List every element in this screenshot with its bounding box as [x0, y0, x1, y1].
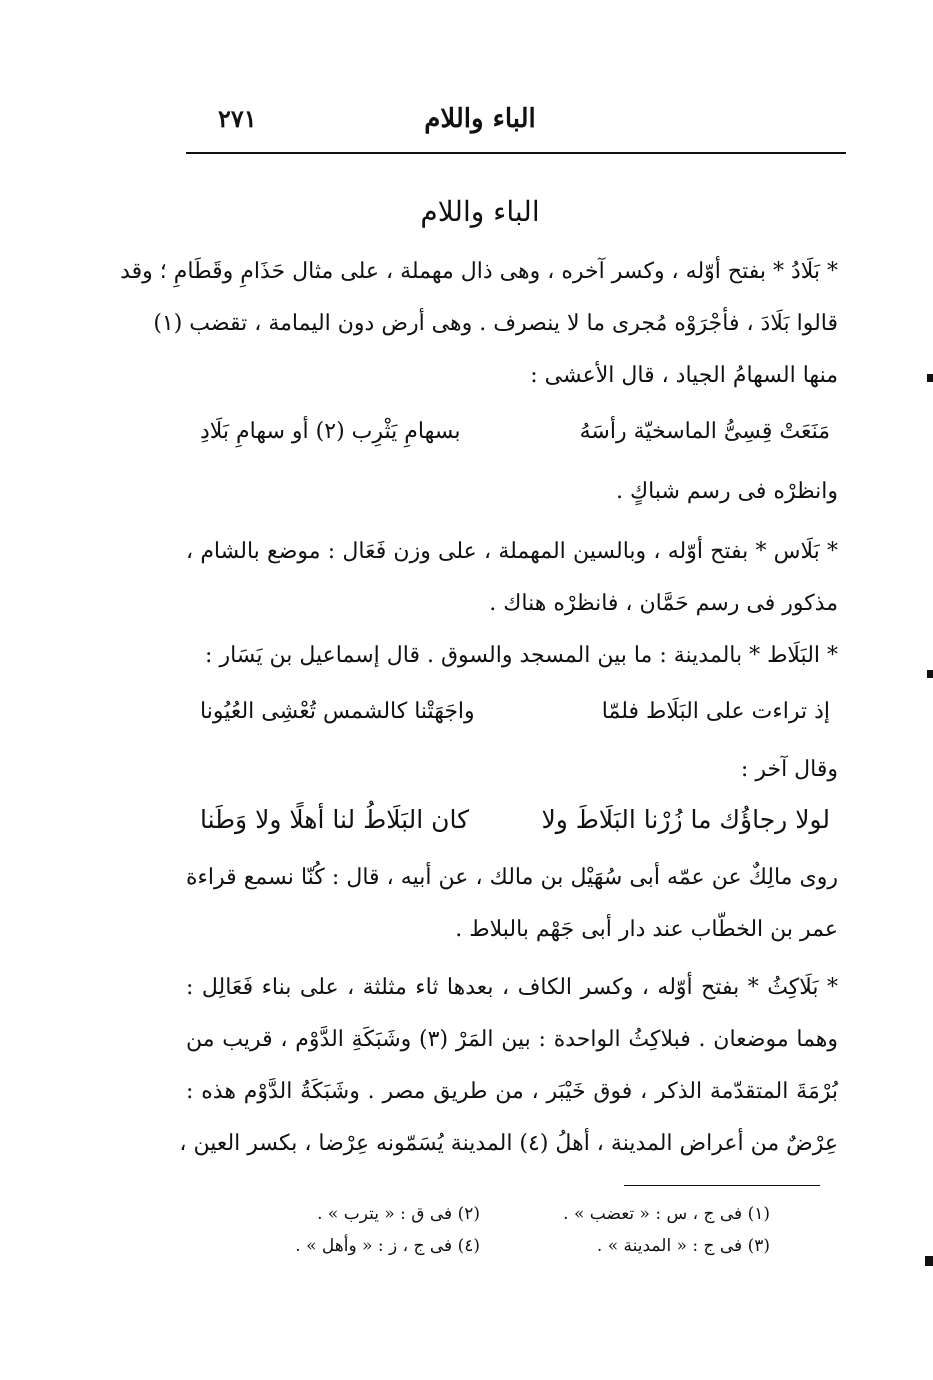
text-line: قالوا بَلَادَ ، فأجْرَوْه مُجرى ما لا ينصرف . وهى أرض دون اليمامة ، تقضب (١): [153, 311, 838, 336]
verse-hemistich-second: بسهامِ يَثْرِب (٢) أو سهامِ بَلَادِ: [200, 419, 461, 444]
text-line: * بَلَاس * بفتح أوّله ، وبالسين المهملة ، على وزن فَعَال : موضع بالشام ،: [186, 539, 838, 564]
scan-edge-mark: [925, 1256, 933, 1266]
section-title: الباء واللام: [420, 195, 540, 228]
footnote: (٣) فى ج : « المدينة » .: [596, 1236, 770, 1256]
text-line: عمر بن الخطّاب عند دار أبى جَهْم بالبلاط .: [455, 917, 838, 942]
text-line: وهما موضعان . فبلاكِثُ الواحدة : بين المَرْ (٣) وشَبَكَةِ الدَّوْم ، قريب من: [186, 1027, 839, 1052]
text-line: مذكور فى رسم حَمَّان ، فانظرْه هناك .: [489, 591, 838, 616]
text-line: * البَلَاط * بالمدينة : ما بين المسجد والسوق . قال إسماعيل بن يَسَار :: [205, 643, 838, 668]
footnote-divider: [624, 1185, 820, 1186]
text-line: روى مالِكٌ عن عمّه أبى سُهَيْل بن مالك ، عن أبيه ، قال : كُنّا نسمع قراءة: [186, 865, 838, 890]
verse-hemistich-second: كان البَلَاطُ لنا أهلًا ولا وَطَنا: [200, 805, 470, 834]
text-line: عِرْضٌ من أعراض المدينة ، أهلُ (٤) المدينة يُسَمّونه عِرْضا ، بكسر العين ،: [179, 1131, 838, 1156]
text-line: وانظرْه فى رسم شباكٍ .: [616, 479, 838, 504]
verse-hemistich-first: مَنَعَتْ قِسِىُّ الماسخيّة رأسَهُ: [579, 419, 830, 444]
verse-hemistich-first: إذ تراءت على البَلَاط فلمّا: [601, 699, 830, 724]
text-line: منها السهامُ الجياد ، قال الأعشى :: [530, 363, 838, 388]
text-line: * بَلَادُ * بفتح أوّله ، وكسر آخره ، وهى ذال مهملة ، على مثال حَذَامِ وقَطَامِ ؛ وقد: [120, 259, 838, 284]
text-line: وقال آخر :: [740, 757, 838, 782]
verse-hemistich-first: لولا رجاؤُك ما زُرْنا البَلَاطَ ولا: [541, 805, 830, 834]
running-header-title: الباء واللام: [424, 104, 536, 134]
footnote: (٤) فى ج ، ز : « وأهل » .: [295, 1236, 480, 1256]
scan-edge-mark: [927, 670, 933, 678]
page-number: ٢٧١: [218, 104, 257, 133]
footnote: (٢) فى ق : « يترب » .: [317, 1204, 480, 1224]
verse-hemistich-second: واجَهَتْنا كالشمس تُعْشِى العُيُونا: [200, 699, 475, 724]
footnote: (١) فى ج ، س : « تعضب » .: [563, 1204, 770, 1224]
scan-edge-mark: [927, 374, 933, 382]
header-divider: [186, 152, 846, 154]
text-line: * بَلَاكِثُ * بفتح أوّله ، وكسر الكاف ، بعدها ثاء مثلثة ، على بناء فَعَالِل :: [186, 975, 838, 1000]
text-line: بُرْمَةَ المتقدّمة الذكر ، فوق خَيْبَر ، من طريق مصر . وشَبَكَةُ الدَّوْم هذه :: [186, 1079, 838, 1104]
